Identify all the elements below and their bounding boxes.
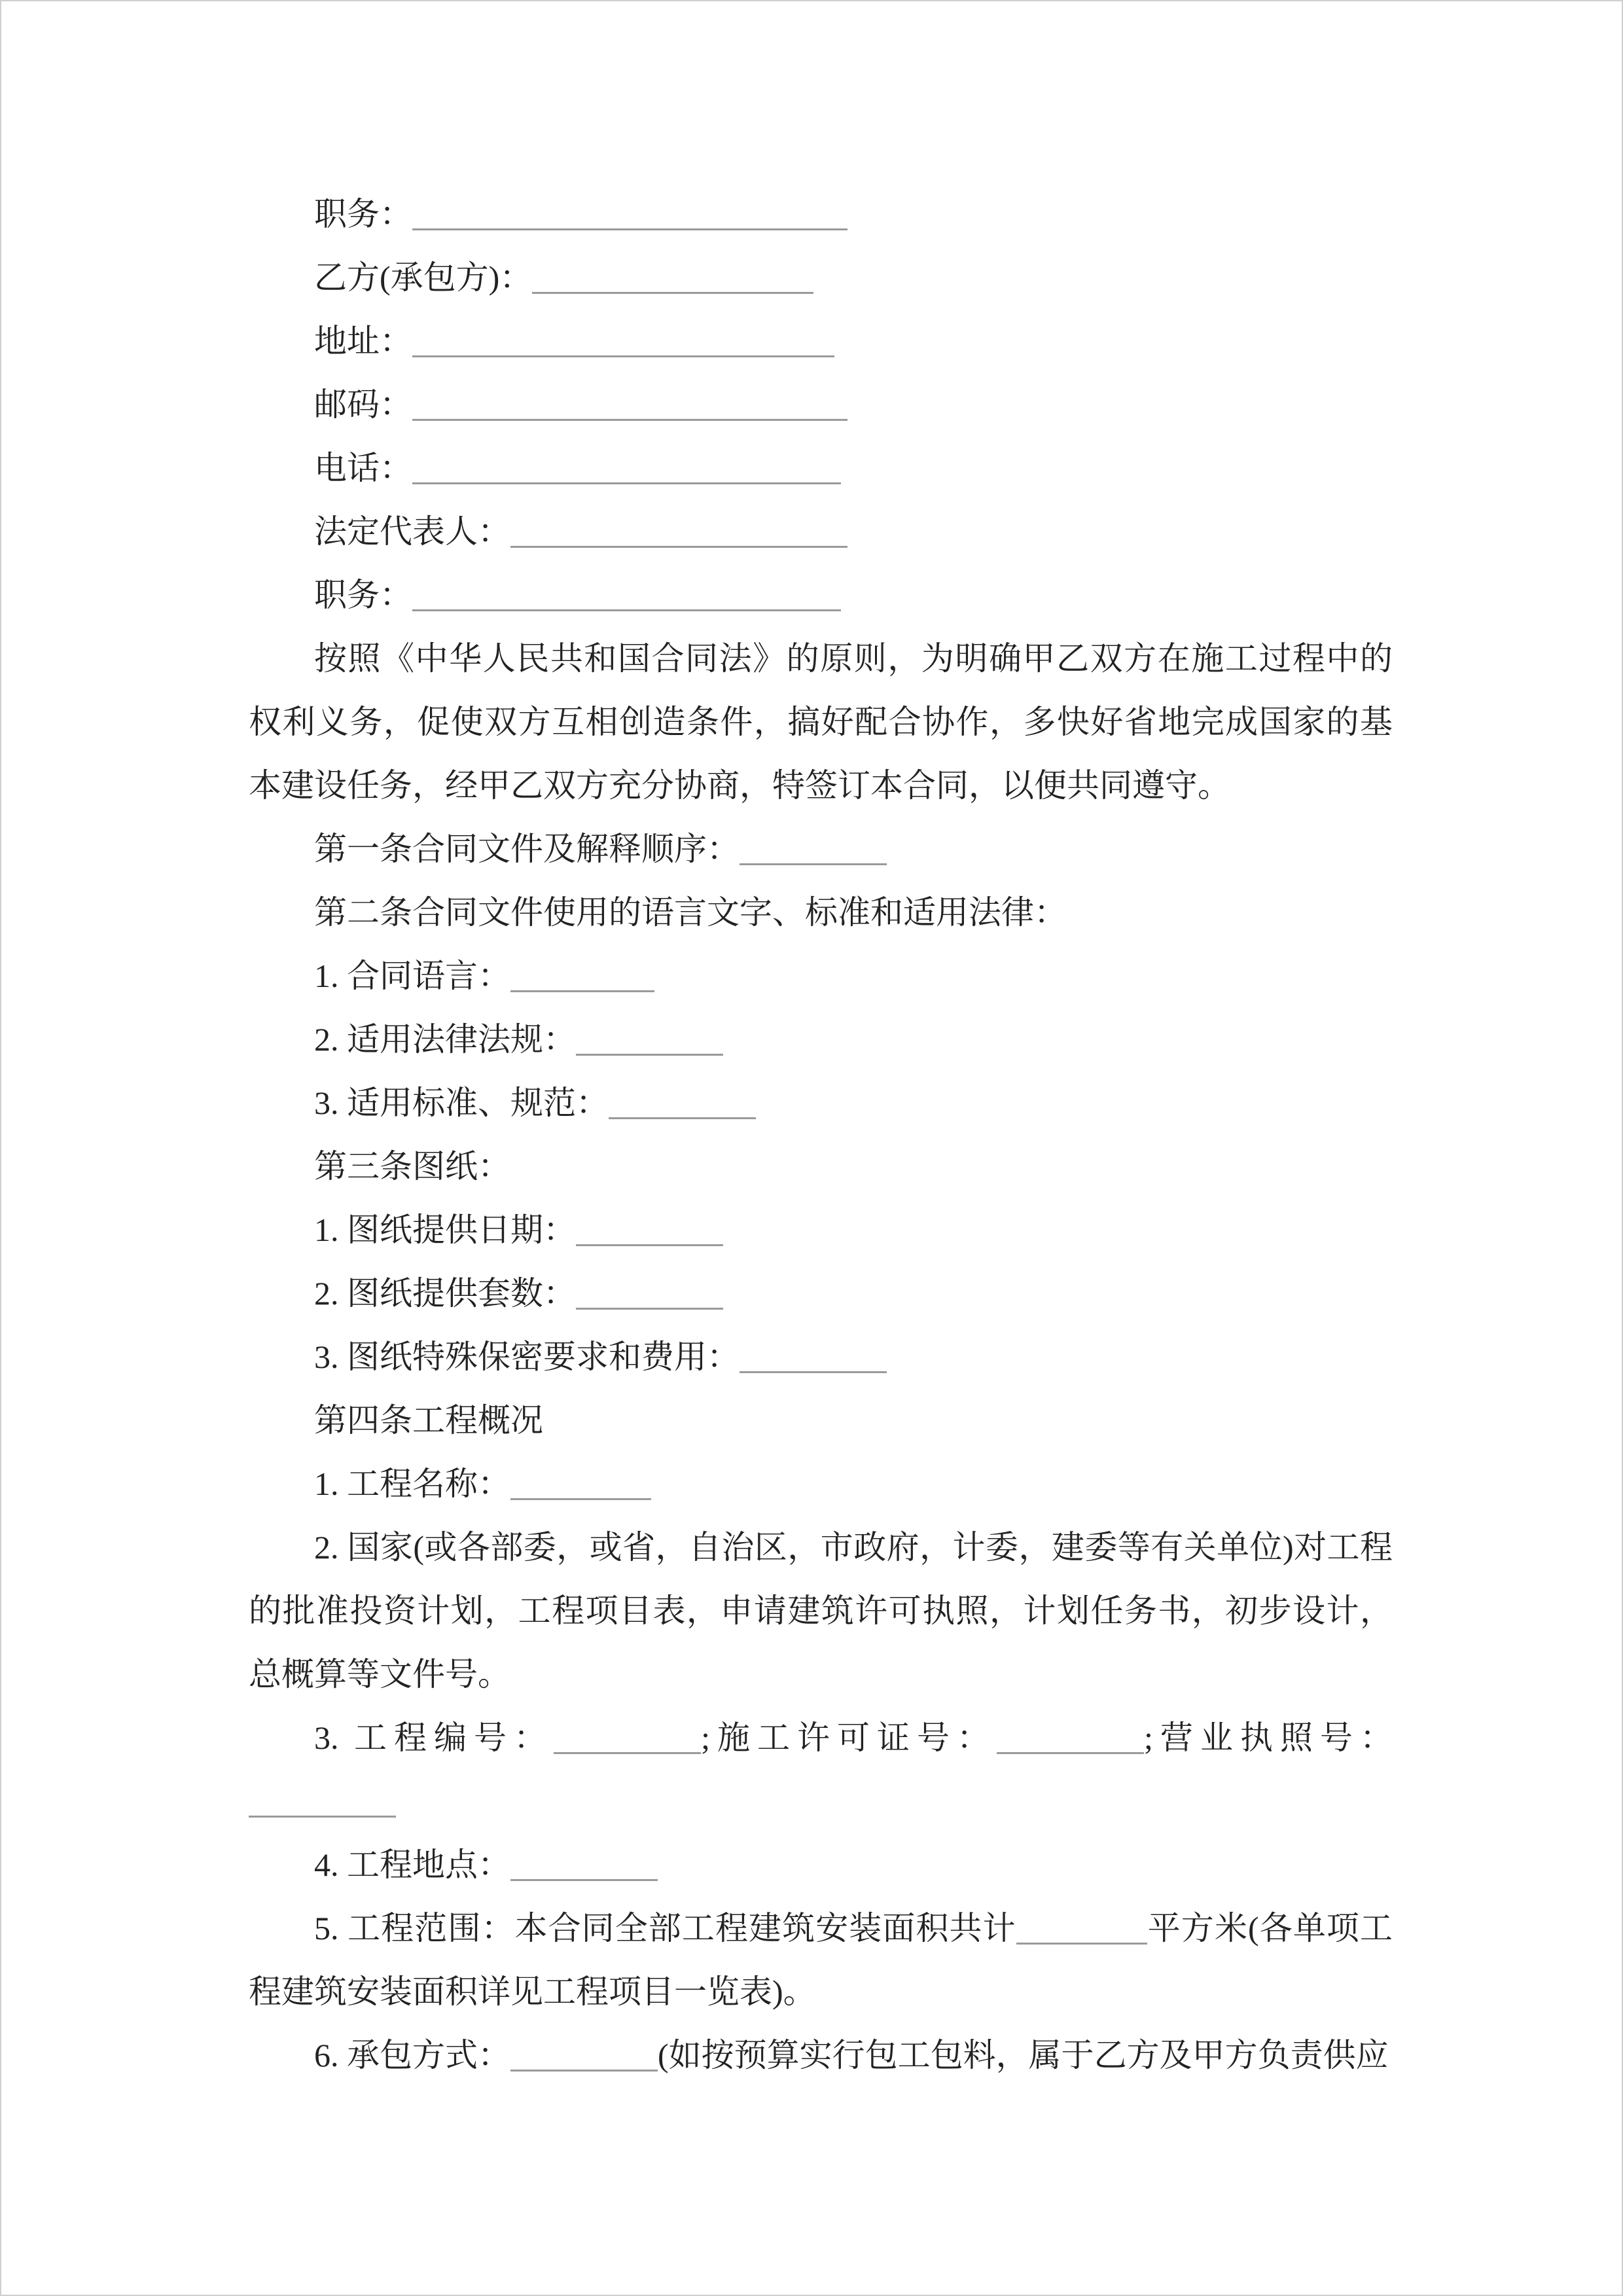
blank-field [997, 1751, 1144, 1754]
field-party-b [249, 246, 1393, 310]
blank-field [510, 1878, 658, 1881]
blank-field [510, 1497, 651, 1500]
field-phone [249, 437, 1393, 500]
blank-field [576, 1052, 723, 1056]
text-run: 电话： [314, 450, 412, 486]
blank-field [532, 291, 813, 294]
blank-field [554, 1751, 701, 1754]
blank-field [576, 1243, 723, 1246]
blank-field [576, 1306, 723, 1310]
blank-field [1016, 1941, 1147, 1945]
para-preamble [249, 627, 1393, 817]
text-run: 法定代表人： [314, 513, 510, 550]
clause-2-item-1 [249, 944, 1393, 1008]
blank-field [412, 608, 841, 611]
clause-4-item-1 [249, 1452, 1393, 1516]
text-run: 邮码： [314, 386, 412, 423]
text-run: 2. 适用法律法规： [314, 1021, 576, 1058]
blank-field [609, 1116, 756, 1119]
text-run: 4. 工程地点： [314, 1846, 510, 1883]
blank-field [740, 862, 887, 865]
document-body [249, 183, 1393, 2087]
blank-field [510, 545, 847, 548]
text-run: ;施工许可证号： [701, 1719, 997, 1756]
blank-field [249, 1814, 396, 1818]
blank-field [412, 354, 834, 357]
clause-2-item-3 [249, 1071, 1393, 1135]
clause-4-item-5 [249, 1897, 1393, 2024]
clause-3-item-3 [249, 1325, 1393, 1389]
clause-2-item-2 [249, 1008, 1393, 1071]
text-run: 1. 图纸提供日期： [314, 1211, 576, 1248]
clause-4-item-3 [249, 1706, 1393, 1833]
blank-field [412, 481, 841, 484]
clause-4-item-4 [249, 1833, 1393, 1897]
clause-3-heading [249, 1135, 1393, 1198]
blank-field [740, 1370, 887, 1373]
text-run: 职务： [314, 196, 412, 232]
field-duty-1 [249, 183, 1393, 246]
field-address [249, 310, 1393, 373]
text-run: 职务： [314, 577, 412, 613]
text-run: 1. 工程名称： [314, 1465, 510, 1502]
text-run: 地址： [314, 323, 412, 359]
text-run: 乙方(承包方)： [314, 259, 533, 296]
field-legal-representative [249, 500, 1393, 564]
text-run: ;营业执照号： [1144, 1719, 1393, 1756]
clause-1 [249, 817, 1393, 881]
clause-4-heading [249, 1389, 1393, 1452]
field-postcode [249, 373, 1393, 437]
text-run: 5. 工程范围：本合同全部工程建筑安装面积共计 [314, 1910, 1016, 1946]
clause-2-heading [249, 881, 1393, 944]
text-run: 第二条合同文件使用的语言文字、标准和适用法律： [314, 894, 1067, 931]
text-run: 按照《中华人民共和国合同法》的原则，为明确甲乙双方在施工过程中的权利义务，促使双方互相创造条件，搞好配合协作，多快好省地完成国家的基本建设任务，经甲乙双方充分协商，特签订本合同，以便共同遵守。 [249, 640, 1393, 804]
text-run: 2. 图纸提供套数： [314, 1275, 576, 1312]
blank-field [510, 989, 654, 992]
field-duty-2 [249, 564, 1393, 627]
clause-3-item-2 [249, 1262, 1393, 1325]
text-run: 3. 工程编号： [314, 1719, 554, 1756]
blank-field [510, 2068, 658, 2072]
clause-4-item-6 [249, 2024, 1393, 2087]
clause-3-item-1 [249, 1198, 1393, 1262]
text-run: 3. 适用标准、规范： [314, 1085, 609, 1121]
blank-field [412, 418, 847, 421]
text-run: 2. 国家(或各部委，或省，自治区，市政府，计委，建委等有关单位)对工程的批准投资计划，工程项目表，申请建筑许可执照，计划任务书，初步设计，总概算等文件号。 [249, 1529, 1393, 1693]
clause-4-item-2 [249, 1516, 1393, 1706]
text-run: 1. 合同语言： [314, 958, 510, 994]
blank-field [412, 227, 847, 230]
text-run: 第四条工程概况 [314, 1402, 543, 1439]
text-run: 第三条图纸： [314, 1148, 510, 1185]
text-run: 第一条合同文件及解释顺序： [314, 831, 740, 867]
text-run: 6. 承包方式： [314, 2037, 510, 2073]
text-run: 平方米(各单项工程建筑安装面积详见工程项目一览表)。 [249, 1910, 1393, 2010]
text-run: (如按预算实行包工包料，属于乙方及甲方负责供应 [658, 2037, 1389, 2073]
text-run: 3. 图纸特殊保密要求和费用： [314, 1338, 740, 1375]
